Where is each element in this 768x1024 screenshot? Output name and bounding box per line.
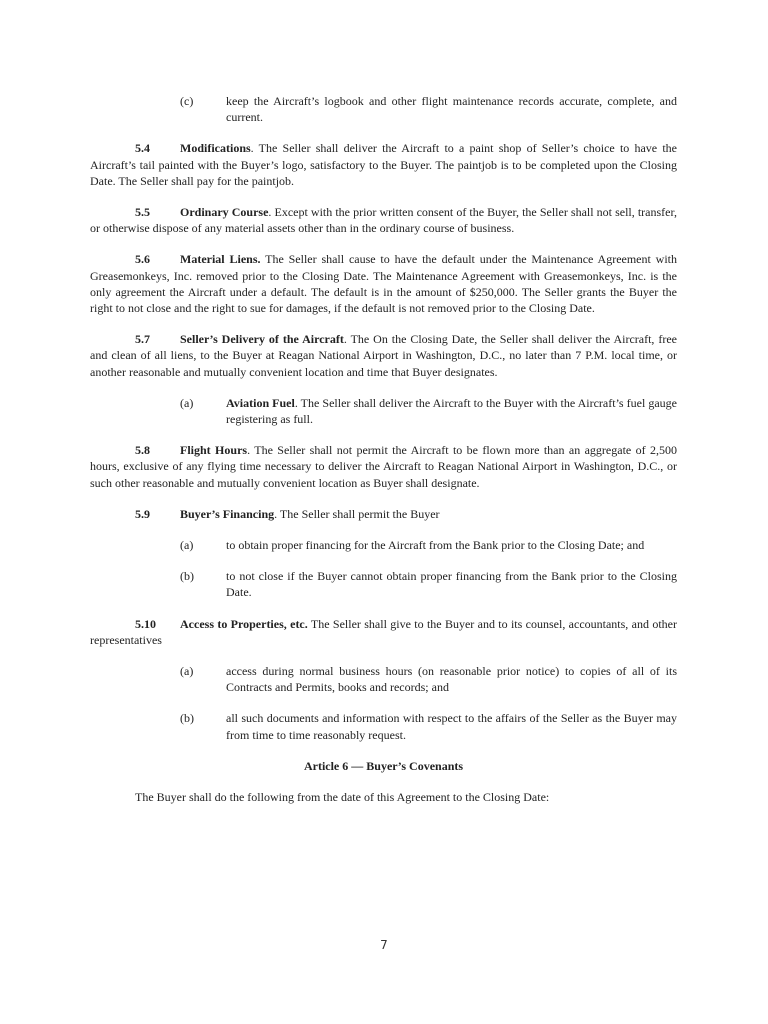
section-5-9	[90, 506, 677, 522]
heading-separator: .	[343, 332, 347, 347]
clause-5-10-b	[180, 710, 677, 742]
section-heading: Buyer’s Financing	[180, 506, 275, 521]
section-heading: Modifications	[180, 141, 251, 156]
section-heading: Flight Hours	[180, 443, 248, 458]
section-number: 5.6	[135, 252, 150, 267]
article-intro: The Buyer shall do the following from the date of this Agreement to the Closing Date:	[135, 790, 550, 805]
section-text: The On the Closing Date, the Seller shall deliver the Aircraft, free and clean of all liens, to the Buyer at Reagan National Airport in Washington, D.C., no later than 7 P.M. local time, or another reasonable and mutually convenient location and time that Buyer designates.	[90, 332, 678, 379]
heading-separator: .	[250, 141, 254, 156]
section-5-7	[90, 331, 677, 380]
section-text: Except with the prior written consent of the Buyer, the Seller shall not sell, transfer, or otherwise dispose of any material assets other than in the ordinary course of business.	[90, 205, 677, 236]
heading-separator: .	[268, 205, 272, 220]
document-body	[90, 93, 677, 805]
clause-5-10-a	[180, 663, 677, 695]
section-number: 5.8	[135, 443, 150, 458]
page-number: 7	[380, 938, 388, 952]
subclause-label: (a)	[180, 538, 194, 553]
section-number: 5.7	[135, 332, 150, 347]
section-5-6	[90, 251, 677, 316]
section-5-4	[90, 140, 677, 189]
heading-separator: .	[247, 443, 251, 458]
section-text: The Seller shall not permit the Aircraft to be flown more than an aggregate of 2,500 hours, exclusive of any flying time necessary to deliver the Aircraft to Reagan National Airport in Washington, D.C., or such other reasonable and mutually convenient location as Buyer shall designate.	[90, 443, 678, 490]
section-5-8	[90, 442, 677, 491]
section-text: The Seller shall deliver the Aircraft to a paint shop of Seller’s choice to have the Aircraft’s tail painted with the Buyer’s logo, satisfactory to the Buyer. The paintjob is to be completed upon the Closing Date. The Seller shall pay for the paintjob.	[90, 141, 677, 188]
subclause-text: access during normal business hours (on reasonable prior notice) to copies of all of its Contracts and Permits, books and records; and	[226, 664, 677, 695]
clause-5-9-b	[180, 568, 677, 600]
subclause-text: all such documents and information with respect to the affairs of the Seller as the Buyer may from time to time reasonably request.	[226, 711, 677, 742]
section-text: The Seller shall give to the Buyer and to its counsel, accountants, and other representatives	[90, 616, 677, 647]
section-text: The Seller shall cause to have the default under the Maintenance Agreement with Greasemonkeys, Inc. removed prior to the Closing Date. The Maintenance Agreement with Greasemonkeys, Inc. is the only agreement the Aircraft under a default. The default is in the amount of $250,000. The Seller grants the Buyer the right to not close and the right to sue for damages, if the default is not removed prior to the Closing Date.	[90, 252, 678, 316]
section-heading: Access to Properties, etc.	[180, 616, 308, 631]
subclause-text: to not close if the Buyer cannot obtain proper financing from the Bank prior to the Closing Date.	[226, 569, 677, 600]
subclause-label: (b)	[180, 711, 194, 726]
section-number: 5.4	[135, 141, 150, 156]
subclause-text: keep the Aircraft’s logbook and other flight maintenance records accurate, complete, and current.	[226, 94, 677, 125]
subclause-text: to obtain proper financing for the Aircraft from the Bank prior to the Closing Date; and	[226, 538, 645, 553]
section-heading: Seller’s Delivery of the Aircraft	[180, 332, 344, 347]
subclause-heading: Aviation Fuel	[226, 395, 295, 410]
heading-separator: .	[274, 506, 278, 521]
section-5-5	[90, 204, 677, 236]
article-heading: Article 6 — Buyer’s Covenants	[303, 758, 464, 773]
subclause-label: (a)	[180, 395, 194, 410]
subclause-label: (b)	[180, 569, 194, 584]
subclause-label: (a)	[180, 664, 194, 679]
section-number: 5.5	[135, 205, 150, 220]
section-heading: Material Liens.	[180, 252, 261, 267]
section-heading: Ordinary Course	[180, 205, 269, 220]
clause-5-9-a	[180, 537, 677, 553]
clause-5-3-c	[180, 93, 677, 125]
section-number: 5.10	[135, 616, 156, 631]
section-number: 5.9	[135, 506, 150, 521]
heading-separator: .	[294, 395, 298, 410]
section-5-10	[90, 616, 677, 648]
subclause-label: (c)	[180, 94, 194, 108]
clause-5-7-a	[180, 395, 677, 427]
section-text: The Seller shall permit the Buyer	[277, 506, 440, 521]
subclause-text: The Seller shall deliver the Aircraft to the Buyer with the Aircraft’s fuel gauge registering as full.	[226, 395, 677, 427]
